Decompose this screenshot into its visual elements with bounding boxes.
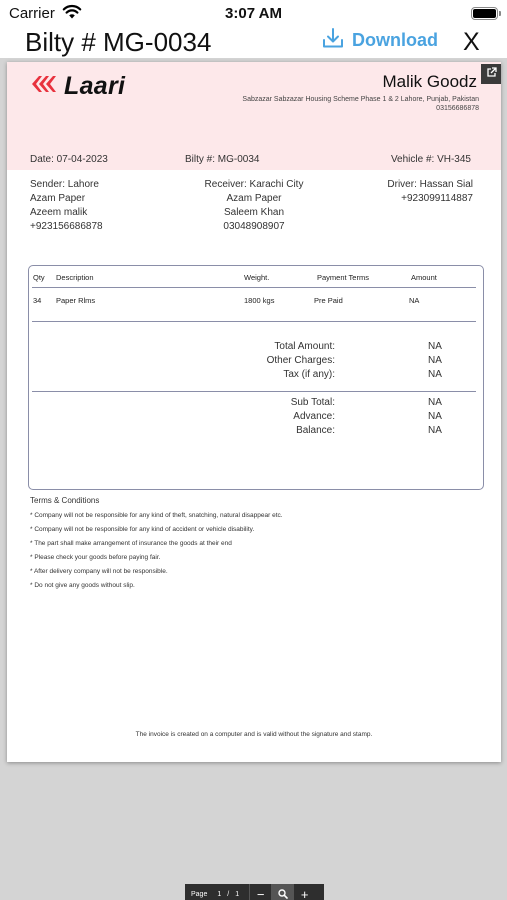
receiver-company: Azam Paper bbox=[226, 193, 282, 204]
page-label: Page bbox=[191, 890, 208, 898]
tax-value: NA bbox=[428, 369, 442, 380]
download-icon bbox=[322, 27, 344, 54]
external-link-icon bbox=[486, 65, 497, 83]
col-header-weight: Weight. bbox=[244, 273, 270, 282]
company-name: Malik Goodz bbox=[382, 72, 477, 91]
terms-title: Terms & Conditions bbox=[30, 496, 100, 505]
items-table bbox=[28, 265, 484, 490]
balance-value: NA bbox=[428, 425, 442, 436]
page-separator: / bbox=[227, 890, 230, 898]
invoice-date: Date: 07-04-2023 bbox=[30, 154, 108, 165]
divider bbox=[32, 287, 476, 288]
receiver-city: Receiver: Karachi City bbox=[204, 179, 304, 190]
term-item: * After delivery company will not be responsible. bbox=[30, 568, 168, 575]
term-item: * Company will not be responsible for any kind of accident or vehicle disability. bbox=[30, 526, 255, 533]
sender-name: Azeem malik bbox=[30, 207, 88, 218]
other-charges-label: Other Charges: bbox=[266, 355, 335, 366]
page-title: Bilty # MG-0034 bbox=[25, 27, 212, 57]
balance-label: Balance: bbox=[296, 425, 335, 436]
company-address bbox=[242, 95, 479, 113]
other-charges-value: NA bbox=[428, 355, 442, 366]
zoom-out-button[interactable]: − bbox=[249, 884, 271, 900]
logo-mark-icon bbox=[30, 74, 58, 99]
vehicle-number: Vehicle #: VH-345 bbox=[390, 154, 471, 165]
download-label: Download bbox=[352, 29, 438, 50]
driver-block bbox=[387, 178, 473, 206]
invoice-page bbox=[7, 62, 501, 762]
pdf-pager-toolbar bbox=[185, 884, 324, 900]
zoom-search-button[interactable] bbox=[271, 884, 293, 900]
sender-company: Azam Paper bbox=[30, 193, 86, 204]
row-weight: 1800 kgs bbox=[244, 296, 275, 305]
total-amount-value: NA bbox=[428, 341, 442, 352]
divider bbox=[32, 391, 476, 392]
receiver-block bbox=[170, 178, 338, 234]
search-icon bbox=[278, 887, 288, 900]
invoice-footer-note: The invoice is created on a computer and is valid without the signature and stamp. bbox=[135, 731, 373, 738]
receiver-phone: 03048908907 bbox=[223, 221, 285, 232]
col-header-description: Description bbox=[56, 273, 94, 282]
total-pages: 1 bbox=[235, 890, 240, 898]
company-phone: 03156686878 bbox=[436, 105, 479, 112]
download-button[interactable] bbox=[322, 26, 438, 54]
close-button[interactable]: X bbox=[463, 28, 480, 56]
driver-name: Driver: Hassan Sial bbox=[387, 179, 473, 190]
sub-total-value: NA bbox=[428, 397, 442, 408]
receiver-name: Saleem Khan bbox=[223, 207, 285, 218]
col-header-amount: Amount bbox=[411, 273, 437, 282]
term-item: * Please check your goods before paying fair. bbox=[30, 554, 161, 561]
row-payment-terms: Pre Paid bbox=[314, 296, 343, 305]
row-amount: NA bbox=[409, 296, 420, 305]
laari-logo bbox=[30, 72, 125, 101]
logo-text: Laari bbox=[64, 72, 126, 100]
col-header-qty: Qty bbox=[33, 273, 45, 282]
carrier-label: Carrier bbox=[9, 5, 55, 22]
zoom-in-button[interactable]: + bbox=[293, 884, 315, 900]
address-line: Sabzazar Sabzazar Housing Scheme Phase 1 & 2 Lahore, Punjab, Pakistan bbox=[242, 96, 479, 103]
battery-icon bbox=[471, 7, 498, 20]
divider bbox=[32, 321, 476, 322]
term-item: * Do not give any goods without slip. bbox=[30, 582, 135, 589]
current-page-input[interactable]: 1 bbox=[217, 890, 222, 898]
status-bar bbox=[0, 0, 507, 26]
sender-block bbox=[30, 178, 103, 234]
sub-total-label: Sub Total: bbox=[290, 397, 335, 408]
row-qty: 34 bbox=[33, 296, 42, 305]
col-header-payment-terms: Payment Terms bbox=[317, 273, 369, 282]
term-item: * Company will not be responsible for any kind of theft, snatching, natural disappear etc. bbox=[30, 512, 283, 519]
nav-bar bbox=[0, 26, 507, 58]
bilty-number: Bilty #: MG-0034 bbox=[185, 154, 260, 165]
driver-phone: +923099114887 bbox=[401, 193, 473, 204]
term-item: * The part shall make arrangement of insurance the goods at their end bbox=[30, 540, 232, 547]
sender-phone: +923156686878 bbox=[30, 221, 103, 232]
clock: 3:07 AM bbox=[225, 5, 282, 22]
sender-city: Sender: Lahore bbox=[30, 179, 99, 190]
total-amount-label: Total Amount: bbox=[274, 341, 335, 352]
advance-value: NA bbox=[428, 411, 442, 422]
tax-label: Tax (if any): bbox=[283, 369, 335, 380]
row-description: Paper Rlms bbox=[56, 296, 96, 305]
open-external-button[interactable] bbox=[481, 64, 501, 84]
advance-label: Advance: bbox=[293, 411, 335, 422]
